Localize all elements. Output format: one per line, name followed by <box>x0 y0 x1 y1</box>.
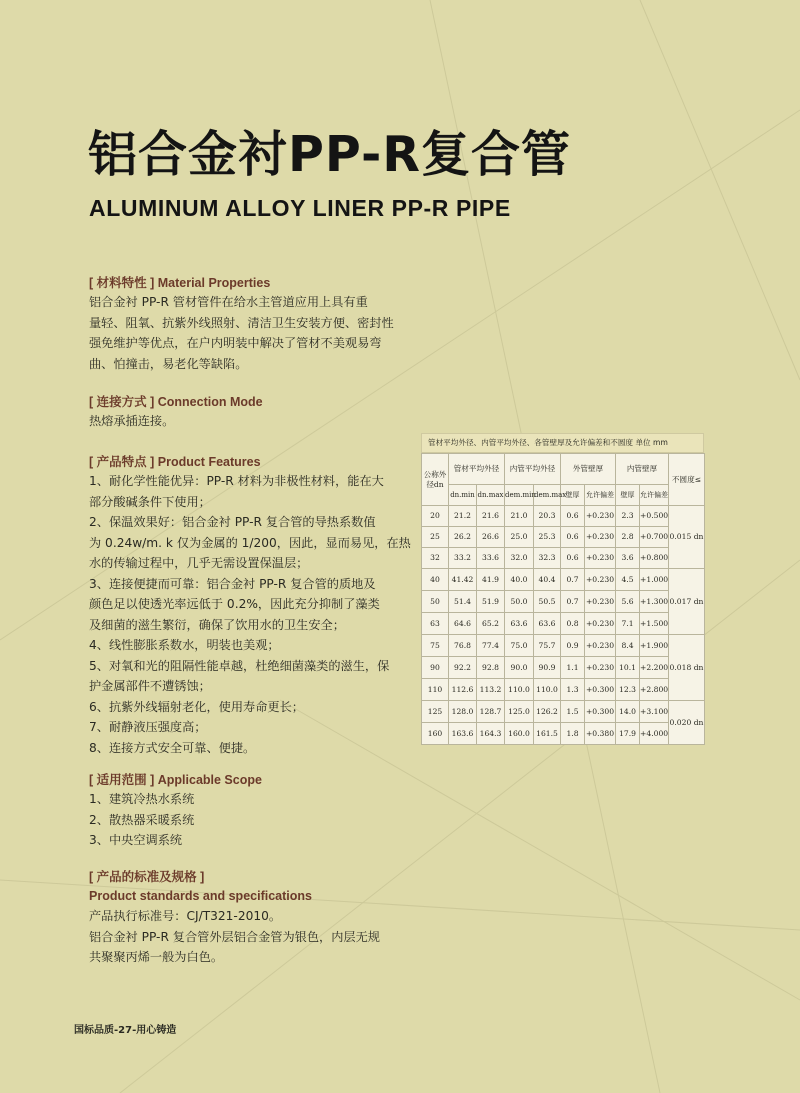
table-cell: 0.8 <box>561 613 585 635</box>
table-cell: 40.4 <box>534 569 561 591</box>
page-title-cn: 铝合金衬PP-R复合管 <box>88 126 572 183</box>
table-cell: +0.230 <box>585 613 616 635</box>
text-line: 2、散热器采暖系统 <box>89 812 195 827</box>
table-cell: 77.4 <box>477 635 505 657</box>
header-outer-wall: 外管壁厚 <box>561 454 616 485</box>
table-cell: +0.230 <box>585 635 616 657</box>
table-cell: 0.6 <box>561 548 585 569</box>
table-caption: 管材平均外径、内管平均外径、各管壁厚及允许偏差和不圆度 单位 mm <box>421 433 704 453</box>
page-footer: 国标品质-27-用心铸造 <box>74 1025 177 1036</box>
table-cell: 26.6 <box>477 527 505 548</box>
table-cell: 75.0 <box>505 635 534 657</box>
text-line: 4、线性膨胀系数水，明装也美观； <box>89 638 280 652</box>
text-line: 强免维护等优点，在户内明装中解决了管材不美观易弯 <box>89 336 382 350</box>
text-line: 量轻、阻氧、抗紫外线照射、清洁卫生安装方便、密封性 <box>89 315 394 330</box>
text-line: 颜色足以使透光率远低于 0.2%，因此充分抑制了藻类 <box>89 597 380 611</box>
table-cell: 21.0 <box>505 506 534 527</box>
table-cell: 128.7 <box>477 701 505 723</box>
header-dem-max: dem.max <box>534 485 561 506</box>
text-line: 产品执行标准号：CJ/T321-2010。 <box>89 909 282 923</box>
table-cell: 10.1 <box>616 657 640 679</box>
text-line: 热熔承插连接。 <box>89 414 175 428</box>
table-cell: +3.100 <box>640 701 669 723</box>
material-properties-text <box>89 292 394 374</box>
table-cell: 25 <box>422 527 449 548</box>
text-line: 水的传输过程中，几乎无需设置保温层； <box>89 556 309 570</box>
table-row <box>422 723 705 745</box>
text-line: 5、对氧和光的阻隔性能卓越，杜绝细菌藻类的滋生，保 <box>89 658 390 673</box>
table-cell: 4.5 <box>616 569 640 591</box>
table-cell: 63.6 <box>534 613 561 635</box>
table-cell: 32.0 <box>505 548 534 569</box>
table-cell: +0.700 <box>640 527 669 548</box>
header-dem-min: dem.min <box>505 485 534 506</box>
spec-table <box>421 453 705 745</box>
table-cell: 112.6 <box>449 679 477 701</box>
table-cell: 1.3 <box>561 679 585 701</box>
material-properties-heading: [ 材料特性 ] Material Properties <box>89 276 271 290</box>
header-outer-wall-thickness: 壁厚 <box>561 485 585 506</box>
table-cell: +0.230 <box>585 548 616 569</box>
table-cell: 125 <box>422 701 449 723</box>
table-cell: 65.2 <box>477 613 505 635</box>
table-cell: 0.6 <box>561 527 585 548</box>
table-cell: +0.230 <box>585 657 616 679</box>
table-cell: 92.8 <box>477 657 505 679</box>
table-cell: 90.9 <box>534 657 561 679</box>
table-cell: 1.5 <box>561 701 585 723</box>
text-line: 及细菌的滋生繁衍，确保了饮用水的卫生安全； <box>89 617 345 632</box>
table-cell: +0.230 <box>585 527 616 548</box>
table-cell: 76.8 <box>449 635 477 657</box>
standards-heading-en: Product standards and specifications <box>89 889 312 903</box>
roundness-cell: 0.018 dn <box>669 635 705 701</box>
table-row <box>422 635 705 657</box>
table-cell: 32.3 <box>534 548 561 569</box>
table-cell: +0.500 <box>640 506 669 527</box>
standards-text <box>89 906 380 968</box>
table-cell: 5.6 <box>616 591 640 613</box>
header-outer-avg: 管材平均外径 <box>449 454 505 485</box>
table-cell: +0.300 <box>585 679 616 701</box>
page-title-en: ALUMINUM ALLOY LINER PP-R PIPE <box>89 195 511 221</box>
roundness-cell: 0.015 dn <box>669 506 705 569</box>
header-inner-wall: 内管壁厚 <box>616 454 669 485</box>
text-line: 7、耐静液压强度高； <box>89 720 207 734</box>
table-cell: 25.0 <box>505 527 534 548</box>
table-cell: 126.2 <box>534 701 561 723</box>
table-cell: 21.6 <box>477 506 505 527</box>
text-line: 部分酸碱条件下使用； <box>89 494 211 509</box>
applicable-scope-text <box>89 789 194 851</box>
table-cell: 164.3 <box>477 723 505 745</box>
table-cell: 8.4 <box>616 635 640 657</box>
table-cell: 12.3 <box>616 679 640 701</box>
connection-mode-heading: [ 连接方式 ] Connection Mode <box>89 395 263 409</box>
table-cell: +1.500 <box>640 613 669 635</box>
text-line: 曲、怕撞击，易老化等缺陷。 <box>89 356 248 371</box>
table-cell: 110.0 <box>505 679 534 701</box>
table-cell: 163.6 <box>449 723 477 745</box>
text-line: 1、建筑冷热水系统 <box>89 792 195 806</box>
table-cell: +1.900 <box>640 635 669 657</box>
text-line: 铝合金衬 PP-R 复合管外层铝合金管为银色，内层无规 <box>89 929 380 944</box>
standards-heading-cn: [ 产品的标准及规格 ] <box>89 870 205 884</box>
table-cell: 161.5 <box>534 723 561 745</box>
table-cell: 40.0 <box>505 569 534 591</box>
table-row <box>422 569 705 591</box>
table-cell: 41.42 <box>449 569 477 591</box>
text-line: 3、中央空调系统 <box>89 833 183 847</box>
table-row <box>422 613 705 635</box>
connection-mode-text <box>89 411 174 432</box>
table-cell: 1.8 <box>561 723 585 745</box>
roundness-cell: 0.020 dn <box>669 701 705 745</box>
text-line: 护金属部件不遭锈蚀； <box>89 679 211 693</box>
header-dn-min: dn.min <box>449 485 477 506</box>
table-cell: 1.1 <box>561 657 585 679</box>
table-row <box>422 506 705 527</box>
table-cell: 125.0 <box>505 701 534 723</box>
table-cell: +0.230 <box>585 506 616 527</box>
table-cell: +1.300 <box>640 591 669 613</box>
table-cell: 2.8 <box>616 527 640 548</box>
table-cell: 0.6 <box>561 506 585 527</box>
text-line: 3、连接便捷而可靠：铝合金衬 PP-R 复合管的质地及 <box>89 576 376 591</box>
table-cell: 113.2 <box>477 679 505 701</box>
table-cell: 33.2 <box>449 548 477 569</box>
spec-table-container <box>421 433 704 745</box>
table-cell: 92.2 <box>449 657 477 679</box>
table-cell: 33.6 <box>477 548 505 569</box>
table-cell: +0.230 <box>585 569 616 591</box>
table-cell: 0.9 <box>561 635 585 657</box>
text-line: 1、耐化学性能优异：PP-R 材料为非极性材料，能在大 <box>89 474 384 488</box>
table-cell: 51.4 <box>449 591 477 613</box>
table-cell: 50.0 <box>505 591 534 613</box>
product-features-heading: [ 产品特点 ] Product Features <box>89 455 261 469</box>
table-cell: 90 <box>422 657 449 679</box>
table-row <box>422 527 705 548</box>
table-cell: 3.6 <box>616 548 640 569</box>
table-cell: 110 <box>422 679 449 701</box>
table-cell: 26.2 <box>449 527 477 548</box>
table-cell: +0.380 <box>585 723 616 745</box>
table-cell: 40 <box>422 569 449 591</box>
text-line: 2、保温效果好：铝合金衬 PP-R 复合管的导热系数值 <box>89 515 376 529</box>
table-row <box>422 591 705 613</box>
header-outer-wall-tolerance: 允许偏差 <box>585 485 616 506</box>
text-line: 8、连接方式安全可靠、便捷。 <box>89 740 256 755</box>
table-cell: 25.3 <box>534 527 561 548</box>
table-cell: +1.000 <box>640 569 669 591</box>
table-row <box>422 548 705 569</box>
table-cell: 20.3 <box>534 506 561 527</box>
table-cell: 160 <box>422 723 449 745</box>
table-cell: +2.200 <box>640 657 669 679</box>
header-inner-wall-tolerance: 允许偏差 <box>640 485 669 506</box>
table-cell: 75.7 <box>534 635 561 657</box>
table-cell: 20 <box>422 506 449 527</box>
table-cell: 2.3 <box>616 506 640 527</box>
header-inner-avg: 内管平均外径 <box>505 454 561 485</box>
table-cell: 0.7 <box>561 569 585 591</box>
table-cell: 41.9 <box>477 569 505 591</box>
table-cell: 90.0 <box>505 657 534 679</box>
table-cell: 21.2 <box>449 506 477 527</box>
header-dn: 公称外径dn <box>422 454 449 506</box>
table-cell: 50 <box>422 591 449 613</box>
text-line: 共聚聚丙烯一般为白色。 <box>89 950 224 964</box>
table-row <box>422 679 705 701</box>
table-cell: 64.6 <box>449 613 477 635</box>
table-cell: 14.0 <box>616 701 640 723</box>
table-cell: +2.800 <box>640 679 669 701</box>
table-cell: +0.300 <box>585 701 616 723</box>
table-cell: 75 <box>422 635 449 657</box>
table-cell: 0.7 <box>561 591 585 613</box>
table-cell: +0.230 <box>585 591 616 613</box>
table-cell: 110.0 <box>534 679 561 701</box>
header-inner-wall-thickness: 壁厚 <box>616 485 640 506</box>
applicable-scope-heading: [ 适用范围 ] Applicable Scope <box>89 773 262 787</box>
text-line: 铝合金衬 PP-R 管材管件在给水主管道应用上具有重 <box>89 295 368 309</box>
spec-table-body <box>422 506 705 745</box>
table-cell: 128.0 <box>449 701 477 723</box>
table-cell: 7.1 <box>616 613 640 635</box>
table-row <box>422 657 705 679</box>
table-cell: 51.9 <box>477 591 505 613</box>
header-dn-max: dn.max <box>477 485 505 506</box>
table-cell: +4.000 <box>640 723 669 745</box>
table-cell: 17.9 <box>616 723 640 745</box>
text-line: 为 0.24w/m. k 仅为金属的 1/200，因此，显而易见，在热 <box>89 535 411 550</box>
table-cell: 50.5 <box>534 591 561 613</box>
product-features-text <box>89 471 411 758</box>
table-cell: 32 <box>422 548 449 569</box>
text-line: 6、抗紫外线辐射老化，使用寿命更长； <box>89 699 304 714</box>
table-row <box>422 701 705 723</box>
table-cell: 63 <box>422 613 449 635</box>
roundness-cell: 0.017 dn <box>669 569 705 635</box>
table-cell: 160.0 <box>505 723 534 745</box>
header-roundness: 不圆度≤ <box>669 454 705 506</box>
table-cell: 63.6 <box>505 613 534 635</box>
table-cell: +0.800 <box>640 548 669 569</box>
